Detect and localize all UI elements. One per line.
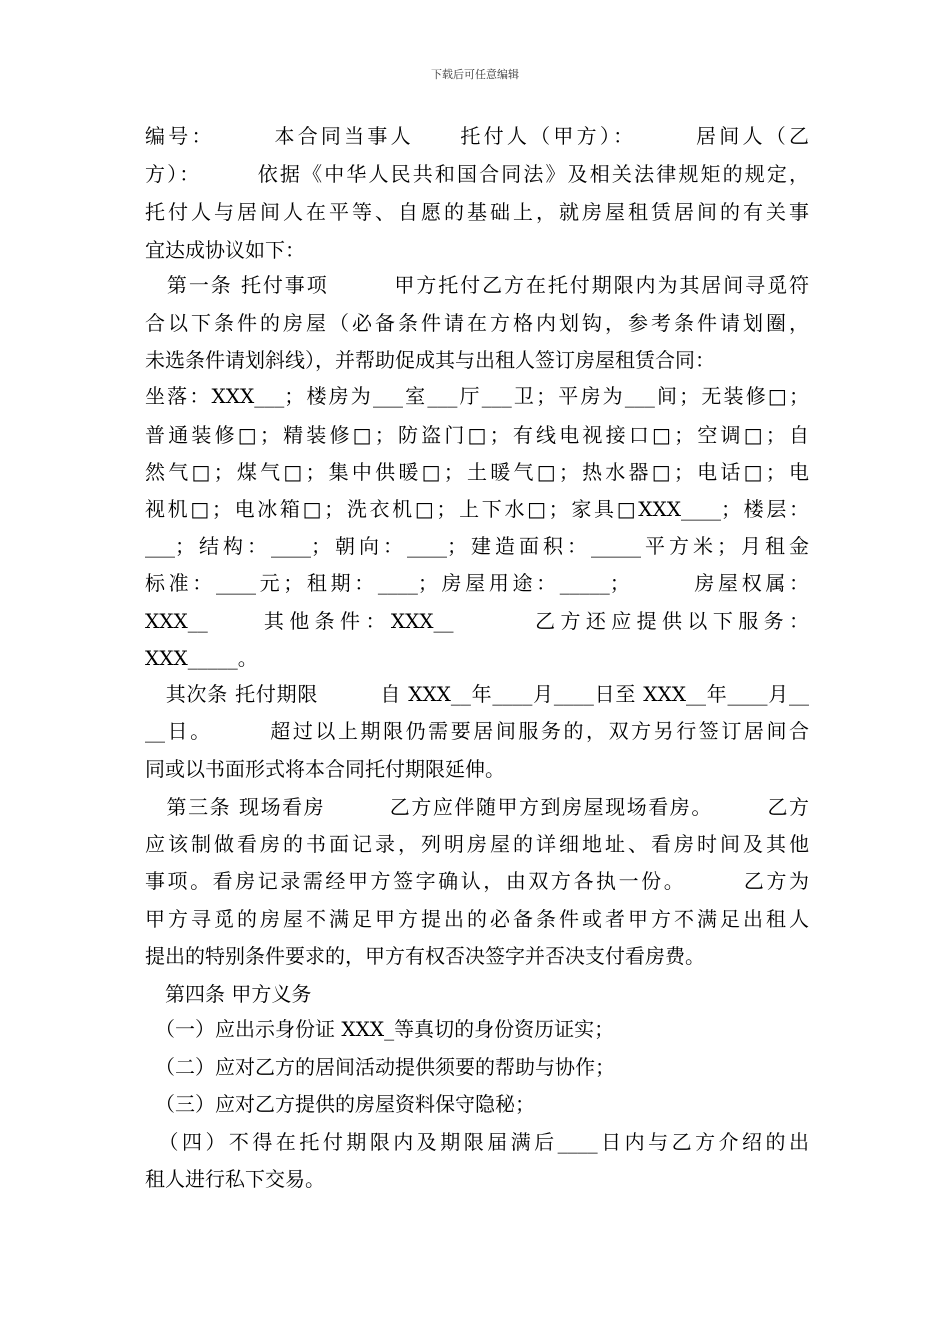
text-line: XXX_____。 — [145, 646, 258, 670]
text-line: 宜达成协议如下： — [145, 238, 305, 262]
text-line: 同或以书面形式将本合同托付期限延伸。 — [145, 757, 505, 781]
text-line: 标准：____元；租期：____；房屋用途：_____； 房屋权属： — [145, 571, 809, 595]
text-line: 普通装修□；精装修□；防盗门□；有线电视接口□；空调□；自 — [145, 423, 809, 447]
text-line: 事项。看房记录需经甲方签字确认，由双方各执一份。 乙方为 — [145, 869, 809, 893]
text-line: 合以下条件的房屋（必备条件请在方格内划钩，参考条件请划圈， — [145, 311, 809, 335]
section-heading-line: 第一条 托付事项 甲方托付乙方在托付期限内为其居间寻觅符 — [145, 273, 809, 297]
list-item-line: （三）应对乙方提供的房屋资料保守隐秘； — [145, 1092, 535, 1116]
text-line: 租人进行私下交易。 — [145, 1167, 325, 1191]
text-line: ___；结构：____；朝向：____；建造面积：_____平方米；月租金 — [145, 534, 809, 558]
text-line: 方）： 依据《中华人民共和国合同法》及相关法律规矩的规定， — [145, 162, 809, 186]
text-line: __日。 超过以上期限仍需要居间服务的，双方另行签订居间合 — [145, 719, 809, 743]
text-line: 然气□；煤气□；集中供暖□；土暖气□；热水器□；电话□；电 — [145, 460, 809, 484]
list-item-line: （二）应对乙方的居间活动提供须要的帮助与协作； — [145, 1055, 615, 1079]
text-line: 应该制做看房的书面记录，列明房屋的详细地址、看房时间及其他 — [145, 832, 809, 856]
text-line: 托付人与居间人在平等、自愿的基础上，就房屋租赁居间的有关事 — [145, 200, 809, 224]
section-heading-line: 第四条 甲方义务 — [145, 982, 312, 1006]
text-line: 提出的特别条件要求的，甲方有权否决签字并否决支付看房费。 — [145, 944, 705, 968]
list-item-line: （一）应出示身份证 XXX_等真切的身份资历证实； — [145, 1017, 615, 1041]
text-line: 编号： 本合同当事人 托付人（甲方）： 居间人（乙 — [145, 124, 809, 148]
section-heading-line: 其次条 托付期限 自 XXX__年____月____日至 XXX__年____月__ — [145, 682, 809, 706]
text-line: 甲方寻觅的房屋不满足甲方提出的必备条件或者甲方不满足出租人 — [145, 907, 809, 931]
text-line: 视机□；电冰箱□；洗衣机□；上下水□；家具□XXX____；楼层： — [145, 497, 809, 521]
list-item-line: （四）不得在托付期限内及期限届满后____日内与乙方介绍的出 — [145, 1130, 809, 1154]
text-line: 未选条件请划斜线），并帮助促成其与出租人签订房屋租赁合同： — [145, 348, 715, 372]
text-line: 坐落：XXX___；楼房为___室___厅___卫；平房为___间；无装修□； — [145, 384, 809, 408]
page-header-note: 下载后可任意编辑 — [431, 68, 519, 81]
text-line: XXX__ 其他条件：XXX__ 乙方还应提供以下服务： — [145, 609, 809, 633]
section-heading-line: 第三条 现场看房 乙方应伴随甲方到房屋现场看房。 乙方 — [145, 795, 809, 819]
